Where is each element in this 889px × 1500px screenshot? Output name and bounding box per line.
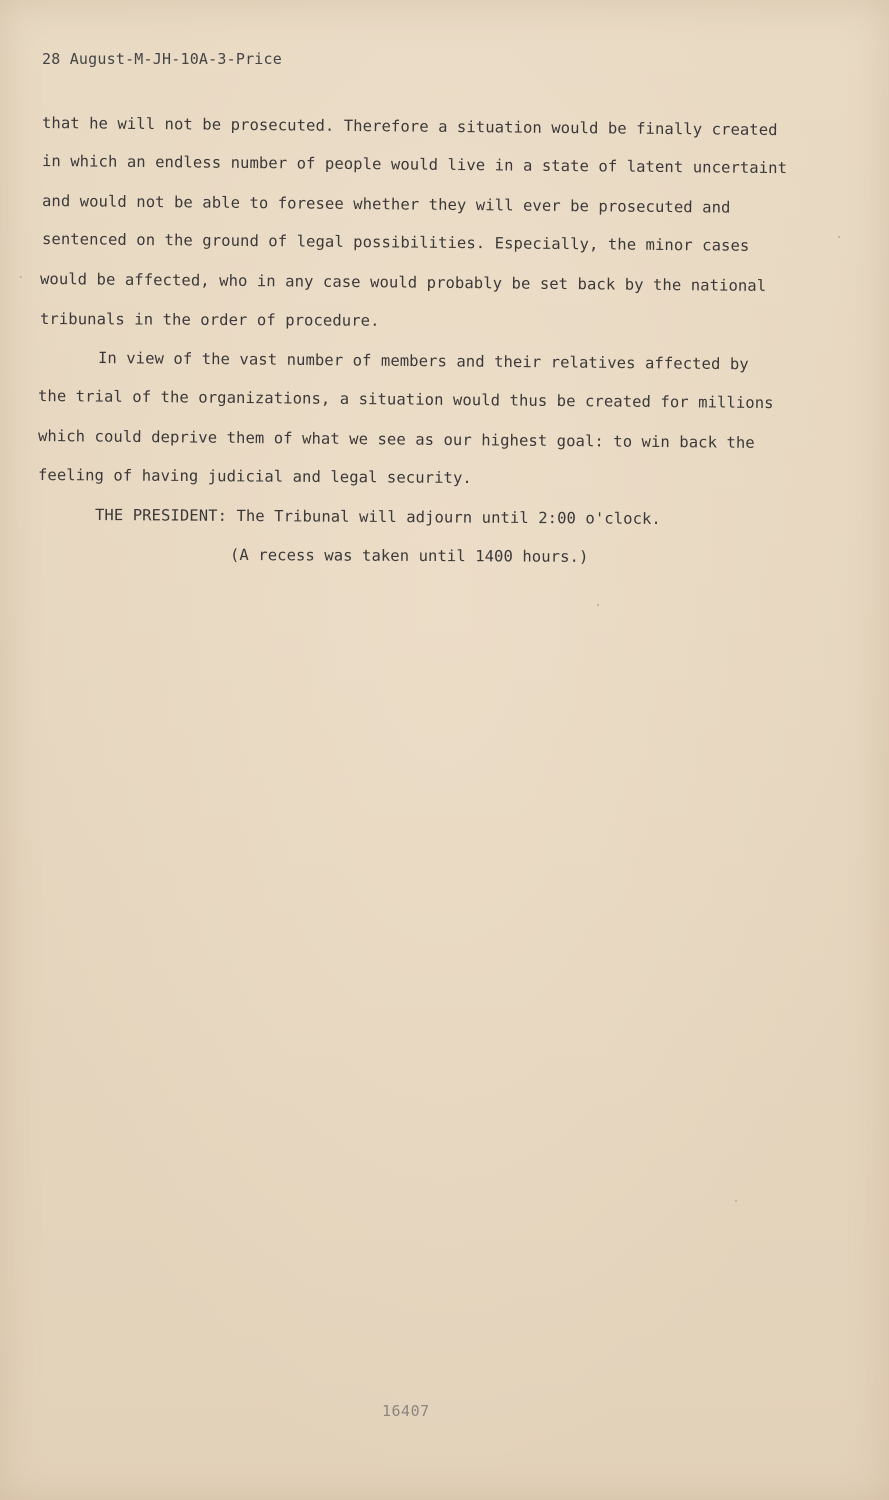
paper-fleck <box>735 1200 737 1202</box>
paper-fleck <box>597 604 599 606</box>
page-number: 16407 <box>382 1402 430 1420</box>
text-line: would be affected, who in any case would probably be set back by the national <box>39 270 767 295</box>
paragraph-start-line: In view of the vast number of members and their relatives affected by <box>97 349 749 374</box>
text-line: sentenced on the ground of legal possibilities. Especially, the minor cases <box>41 230 750 255</box>
text-line: the trial of the organizations, a situation would thus be created for millions <box>37 387 774 413</box>
recess-note: (A recess was taken until 1400 hours.) <box>229 546 589 566</box>
paper-fleck <box>20 276 22 278</box>
text-line: that he will not be prosecuted. Therefore a situation would be finally created <box>41 114 778 140</box>
page-header: 28 August-M-JH-10A-3-Price <box>42 50 282 68</box>
paper-fleck <box>838 236 840 238</box>
text-line: in which an endless number of people would live in a state of latent uncertaint <box>41 152 788 178</box>
text-line: and would not be able to foresee whether they will ever be prosecuted and <box>41 192 731 217</box>
text-line: feeling of having judicial and legal security. <box>37 466 472 488</box>
text-line: which could deprive them of what we see as our highest goal: to win back the <box>37 427 755 452</box>
president-statement: THE PRESIDENT: The Tribunal will adjourn until 2:00 o'clock. <box>94 506 661 528</box>
text-line: tribunals in the order of procedure. <box>39 310 380 330</box>
